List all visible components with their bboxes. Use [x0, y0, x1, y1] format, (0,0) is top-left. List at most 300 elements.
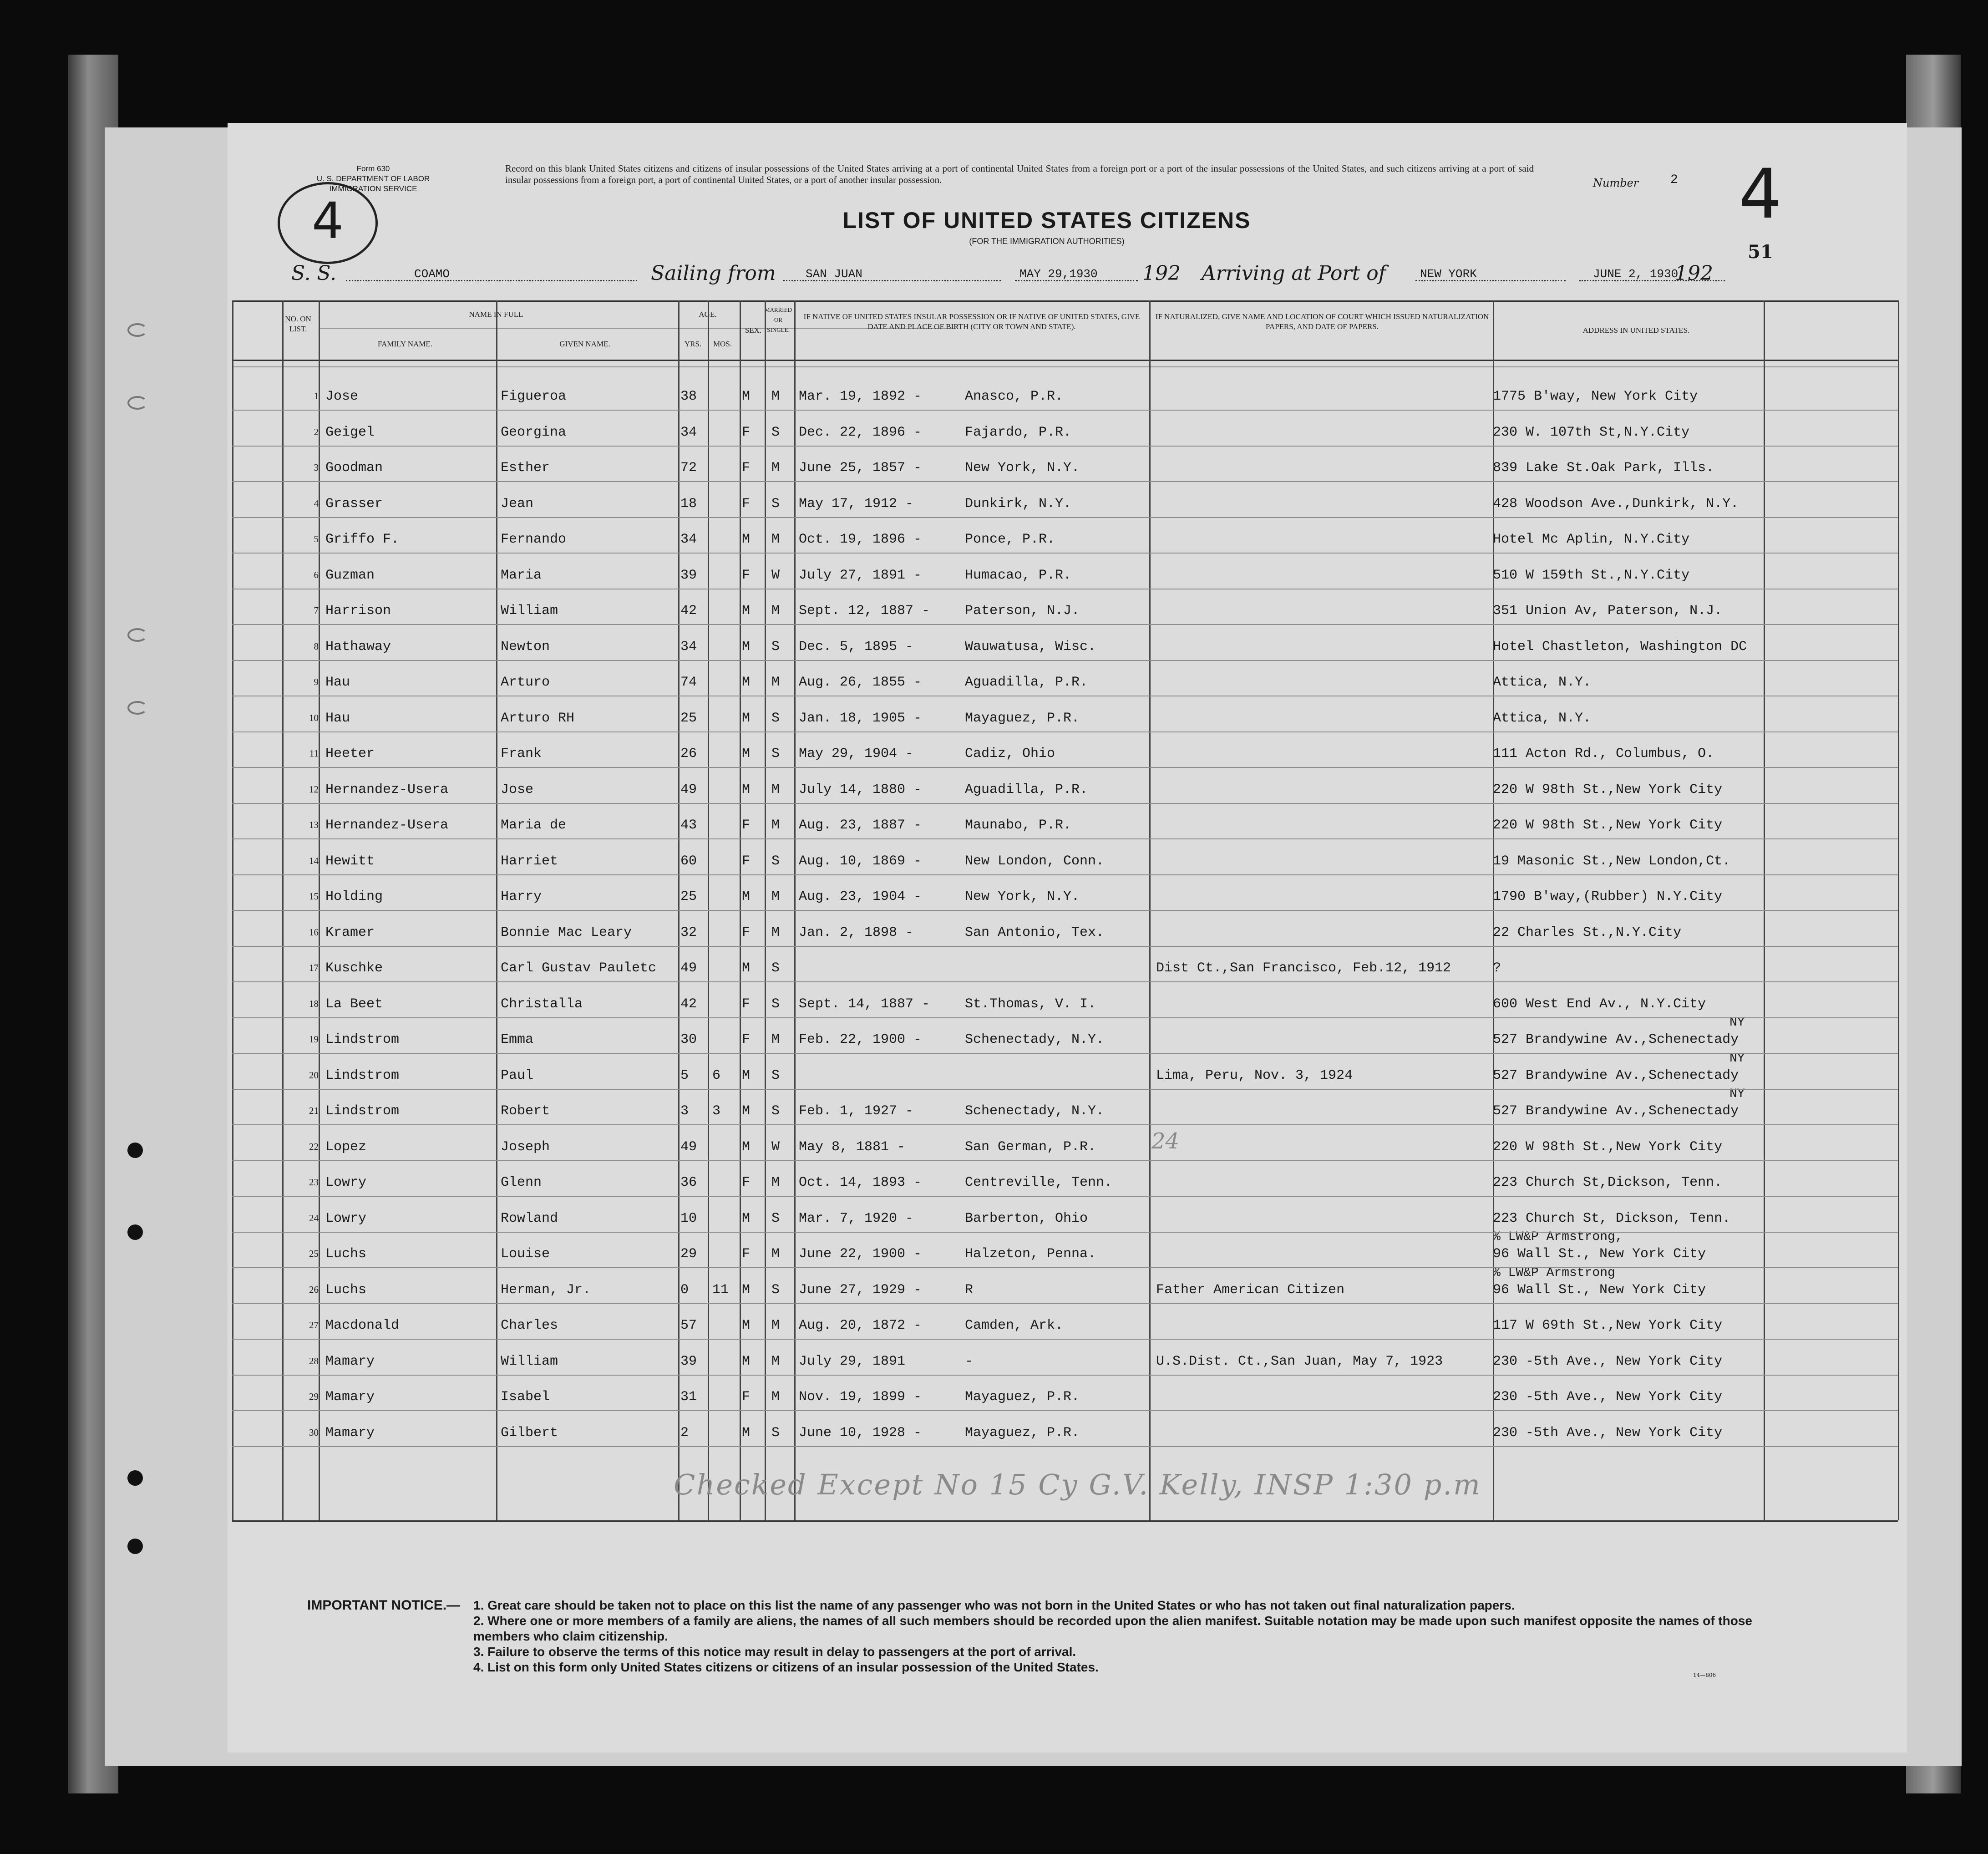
cell-sex: M [742, 603, 751, 619]
cell-addr: 428 Woodson Ave.,Dunkirk, N.Y. [1493, 496, 1739, 512]
cell-sex: F [742, 460, 751, 476]
cell-addr-top: NY [1729, 1016, 1745, 1030]
cell-family: Holding [325, 889, 383, 904]
cell-family: Kramer [325, 924, 375, 940]
cell-place: Fajardo, P.R. [965, 424, 1072, 440]
row-rule [232, 1446, 1898, 1447]
cell-no: 6 [314, 569, 319, 580]
cell-date: Aug. 10, 1869 - [799, 853, 922, 869]
cell-place: Cadiz, Ohio [965, 746, 1055, 762]
cell-given: Jean [501, 496, 534, 512]
cell-family: Hernandez-Usera [325, 818, 449, 833]
header-age: AGE. [699, 310, 717, 319]
row-rule [232, 1339, 1898, 1340]
cell-date: Mar. 7, 1920 - [799, 1210, 914, 1226]
cell-place: Centreville, Tenn. [965, 1175, 1113, 1190]
cell-date: Jan. 18, 1905 - [799, 710, 922, 726]
passenger-row [232, 1265, 1898, 1311]
cell-sex: F [742, 853, 751, 869]
cell-ms: M [771, 1175, 780, 1190]
passenger-row [232, 704, 1898, 740]
cell-addr: 22 Charles St.,N.Y.City [1493, 924, 1682, 940]
cell-addr: 220 W 98th St.,New York City [1493, 782, 1723, 797]
cell-addr: 117 W 69th St.,New York City [1493, 1318, 1723, 1333]
year-label-2: 192 [1675, 262, 1713, 285]
cell-given: Jose [501, 782, 534, 797]
cell-yrs: 43 [680, 818, 697, 833]
cell-family: Lopez [325, 1139, 367, 1155]
row-rule [232, 1410, 1898, 1411]
handwritten-mark: 4 [1739, 155, 1782, 234]
cell-yrs: 49 [680, 1139, 697, 1155]
cell-ms: M [771, 389, 780, 404]
cell-yrs: 49 [680, 960, 697, 976]
row-rule [232, 410, 1898, 411]
row-rule [232, 1160, 1898, 1161]
cell-given: Arturo [501, 675, 550, 690]
cell-date: Oct. 14, 1893 - [799, 1175, 922, 1190]
cell-nat: Lima, Peru, Nov. 3, 1924 [1156, 1067, 1353, 1083]
row-rule [232, 1124, 1898, 1125]
cell-place: R [965, 1282, 974, 1298]
cell-ms: S [771, 424, 780, 440]
cell-date: Sept. 14, 1887 - [799, 996, 930, 1012]
row-rule [232, 1089, 1898, 1090]
cell-yrs: 60 [680, 853, 697, 869]
binder-holes [123, 291, 168, 1657]
cell-date: June 27, 1929 - [799, 1282, 922, 1298]
cell-ms: S [771, 960, 780, 976]
row-rule [232, 1196, 1898, 1197]
cell-no: 10 [309, 712, 319, 723]
cell-given: Emma [501, 1032, 534, 1047]
cell-ms: M [771, 1318, 780, 1333]
cell-sex: M [742, 1210, 751, 1226]
passenger-row [232, 776, 1898, 811]
cell-sex: M [742, 1103, 751, 1119]
header-birth: IF NATIVE OF UNITED STATES INSULAR POSSESSION OR IF NATIVE OF UNITED STATES, GIVE DATE AND PLACE OF BIRTH (CITY OR TOWN AND STATE). [803, 312, 1140, 331]
cell-yrs: 0 [680, 1282, 689, 1298]
cell-date: Sept. 12, 1887 - [799, 603, 930, 619]
header-married-single: MARRIED OR SINGLE. [765, 306, 792, 333]
cell-date: Aug. 23, 1887 - [799, 818, 922, 833]
cell-no: 30 [309, 1427, 319, 1438]
cell-no: 11 [309, 748, 319, 759]
cell-place: Schenectady, N.Y. [965, 1032, 1105, 1047]
cell-addr: 220 W 98th St.,New York City [1493, 1139, 1723, 1155]
cell-place: New York, N.Y. [965, 460, 1080, 476]
cell-no: 20 [309, 1069, 319, 1081]
cell-addr: 527 Brandywine Av.,Schenectady [1493, 1032, 1739, 1047]
cell-date: May 29, 1904 - [799, 746, 914, 762]
cell-given: Arturo RH [501, 710, 575, 726]
cell-place: Humacao, P.R. [965, 567, 1072, 583]
arriving-label: Arriving at Port of [1202, 262, 1386, 285]
cell-addr-top: % LW&P Armstrong, [1493, 1230, 1623, 1244]
cell-sex: M [742, 710, 751, 726]
cell-ms: M [771, 603, 780, 619]
row-rule [232, 553, 1898, 554]
cell-date: June 25, 1857 - [799, 460, 922, 476]
cell-sex: M [742, 1139, 751, 1155]
cell-no: 4 [314, 498, 319, 509]
cell-family: Goodman [325, 460, 383, 476]
inspector-note: Checked Except No 15 Cy G.V. Kelly, INSP 1:30 p.m [674, 1468, 1481, 1501]
cell-no: 25 [309, 1248, 319, 1259]
cell-given: Georgina [501, 424, 567, 440]
manifest-table [232, 300, 1898, 1520]
cell-ms: S [771, 710, 780, 726]
cell-addr: 600 West End Av., N.Y.City [1493, 996, 1706, 1012]
passenger-row [232, 883, 1898, 918]
notice-item: 1. Great care should be taken not to place on this list the name of any passenger who was not born in the United States or who has not taken out final naturalization papers. [473, 1598, 1515, 1612]
passenger-row [232, 1230, 1898, 1275]
cell-sex: F [742, 496, 751, 512]
cell-addr: 510 W 159th St.,N.Y.City [1493, 567, 1690, 583]
cell-addr: 111 Acton Rd., Columbus, O. [1493, 746, 1714, 762]
cell-ms: S [771, 996, 780, 1012]
cell-addr: 1790 B'way,(Rubber) N.Y.City [1493, 889, 1723, 904]
cell-no: 13 [309, 819, 319, 830]
cell-date: May 17, 1912 - [799, 496, 914, 512]
notice-item: 2. Where one or more members of a family are aliens, the names of all such members should be recorded upon the alien manifest. Suitable notation may be made upon such manifest opposite the names of those members who claim citizenship. [473, 1614, 1752, 1643]
cell-nat: Father American Citizen [1156, 1282, 1345, 1298]
row-rule [232, 660, 1898, 661]
cell-place: Wauwatusa, Wisc. [965, 639, 1096, 655]
cell-no: 18 [309, 998, 319, 1009]
cell-yrs: 34 [680, 639, 697, 655]
cell-place: Barberton, Ohio [965, 1210, 1088, 1226]
cell-no: 15 [309, 891, 319, 902]
cell-date: July 27, 1891 - [799, 567, 922, 583]
cell-family: Mamary [325, 1389, 375, 1405]
cell-given: Harriet [501, 853, 558, 869]
cell-family: Grasser [325, 496, 383, 512]
cell-given: Herman, Jr. [501, 1282, 591, 1298]
cell-family: Mamary [325, 1425, 375, 1441]
passenger-row [232, 919, 1898, 954]
number-label: Number [1593, 177, 1639, 189]
cell-sex: M [742, 889, 751, 904]
cell-sex: F [742, 924, 751, 940]
cell-yrs: 49 [680, 782, 697, 797]
passenger-row [232, 490, 1898, 525]
cell-yrs: 42 [680, 996, 697, 1012]
cell-family: Lindstrom [325, 1103, 400, 1119]
cell-place: Camden, Ark. [965, 1318, 1064, 1333]
header-yrs: YRS. [684, 340, 702, 348]
cell-sex: F [742, 1246, 751, 1262]
cell-ms: W [771, 567, 780, 583]
column-rule [1898, 300, 1899, 1520]
cell-date: Aug. 23, 1904 - [799, 889, 922, 904]
cell-family: Heeter [325, 746, 375, 762]
cell-ms: M [771, 1389, 780, 1405]
cell-no: 9 [314, 676, 319, 687]
cell-sex: M [742, 1067, 751, 1083]
cell-addr: 220 W 98th St.,New York City [1493, 818, 1723, 833]
cell-place: - [965, 1353, 974, 1369]
page-number: 51 [1748, 241, 1773, 263]
cell-no: 12 [309, 783, 319, 795]
cell-addr: 839 Lake St.Oak Park, Ills. [1493, 460, 1714, 476]
cell-no: 21 [309, 1105, 319, 1116]
cell-yrs: 34 [680, 532, 697, 547]
cell-addr: 230 W. 107th St,N.Y.City [1493, 424, 1690, 440]
cell-date: June 22, 1900 - [799, 1246, 922, 1262]
cell-given: Paul [501, 1067, 534, 1083]
cell-mos: 3 [712, 1103, 721, 1119]
cell-no: 23 [309, 1177, 319, 1188]
form-code: 14—806 [1693, 1672, 1716, 1678]
department: U. S. DEPARTMENT OF LABOR [316, 174, 430, 183]
row-rule [232, 446, 1898, 447]
cell-date: July 14, 1880 - [799, 782, 922, 797]
cell-given: Robert [501, 1103, 550, 1119]
cell-yrs: 34 [680, 424, 697, 440]
passenger-row [232, 1204, 1898, 1240]
cell-ms: S [771, 746, 780, 762]
cell-date: Aug. 26, 1855 - [799, 675, 922, 690]
cell-ms: M [771, 818, 780, 833]
cell-place: Mayaguez, P.R. [965, 1425, 1080, 1441]
cell-date: May 8, 1881 - [799, 1139, 906, 1155]
passenger-row [232, 668, 1898, 704]
header-name-in-full: NAME IN FULL [469, 310, 523, 319]
cell-addr: 96 Wall St., New York City [1493, 1246, 1706, 1262]
cell-given: Louise [501, 1246, 550, 1262]
cell-family: Griffo F. [325, 532, 400, 547]
cell-date: Nov. 19, 1899 - [799, 1389, 922, 1405]
cell-yrs: 25 [680, 710, 697, 726]
passenger-row [232, 1347, 1898, 1383]
ss-label: S. S. [291, 262, 337, 285]
cell-place: San Antonio, Tex. [965, 924, 1105, 940]
cell-given: Carl Gustav Pauletc [501, 960, 657, 976]
cell-family: Harrison [325, 603, 391, 619]
cell-family: Luchs [325, 1246, 367, 1262]
cell-family: Lindstrom [325, 1032, 400, 1047]
cell-no: 3 [314, 462, 319, 473]
passenger-row [232, 525, 1898, 561]
port-from: SAN JUAN [806, 267, 862, 281]
cell-addr: Hotel Mc Aplin, N.Y.City [1493, 532, 1690, 547]
row-rule [232, 838, 1898, 839]
cell-family: Hewitt [325, 853, 375, 869]
cell-yrs: 39 [680, 1353, 697, 1369]
cell-place: San German, P.R. [965, 1139, 1096, 1155]
cell-yrs: 36 [680, 1175, 697, 1190]
row-rule [232, 874, 1898, 875]
row-rule [232, 481, 1898, 482]
cell-addr: Attica, N.Y. [1493, 675, 1592, 690]
cell-no: 22 [309, 1141, 319, 1152]
header-family-name: FAMILY NAME. [377, 340, 433, 348]
cell-given: Figueroa [501, 389, 567, 404]
voyage-line [291, 262, 1748, 289]
service: IMMIGRATION SERVICE [329, 184, 417, 193]
cell-sex: M [742, 746, 751, 762]
cell-ms: M [771, 675, 780, 690]
cell-no: 17 [309, 962, 319, 973]
cell-yrs: 25 [680, 889, 697, 904]
passenger-row [232, 418, 1898, 454]
cell-no: 26 [309, 1284, 319, 1295]
passenger-row [232, 1133, 1898, 1168]
cell-given: Fernando [501, 532, 567, 547]
cell-sex: M [742, 1318, 751, 1333]
cell-family: Hau [325, 710, 350, 726]
cell-addr: Attica, N.Y. [1493, 710, 1592, 726]
cell-addr: ? [1493, 960, 1501, 976]
cell-given: Bonnie Mac Leary [501, 924, 632, 940]
cell-ms: M [771, 1246, 780, 1262]
form-number: Form 630 [356, 164, 390, 173]
cell-place: Anasco, P.R. [965, 389, 1064, 404]
cell-given: Charles [501, 1318, 558, 1333]
cell-family: Hau [325, 675, 350, 690]
cell-place: Ponce, P.R. [965, 532, 1055, 547]
row-rule [232, 1303, 1898, 1304]
port-to: NEW YORK [1420, 267, 1477, 281]
row-rule [232, 624, 1898, 625]
cell-place: Mayaguez, P.R. [965, 1389, 1080, 1405]
cell-ms: M [771, 924, 780, 940]
cell-sex: F [742, 424, 751, 440]
cell-ms: M [771, 1353, 780, 1369]
cell-no: 19 [309, 1034, 319, 1045]
cell-date: Feb. 1, 1927 - [799, 1103, 914, 1119]
cell-addr: 527 Brandywine Av.,Schenectady [1493, 1067, 1739, 1083]
row-rule [232, 767, 1898, 768]
table-bottom-rule [232, 1520, 1898, 1522]
header-sex: SEX. [745, 326, 762, 335]
passenger-row [232, 954, 1898, 990]
cell-ms: M [771, 1032, 780, 1047]
cell-given: Frank [501, 746, 542, 762]
cell-sex: F [742, 1389, 751, 1405]
cell-yrs: 10 [680, 1210, 697, 1226]
cell-no: 7 [314, 605, 319, 616]
row-rule [232, 1017, 1898, 1018]
cell-family: Guzman [325, 567, 375, 583]
cell-ms: S [771, 639, 780, 655]
row-rule [232, 946, 1898, 947]
ship-name: COAMO [414, 267, 450, 281]
passenger-row [232, 1016, 1898, 1061]
cell-ms: S [771, 1210, 780, 1226]
cell-family: Macdonald [325, 1318, 400, 1333]
cell-given: William [501, 603, 558, 619]
cell-addr: 96 Wall St., New York City [1493, 1282, 1706, 1298]
cell-date: Dec. 22, 1896 - [799, 424, 922, 440]
cell-family: Mamary [325, 1353, 375, 1369]
cell-date: Oct. 19, 1896 - [799, 532, 922, 547]
cell-given: Isabel [501, 1389, 550, 1405]
header-address: ADDRESS IN UNITED STATES. [1582, 326, 1690, 335]
cell-date: Feb. 22, 1900 - [799, 1032, 922, 1047]
cell-given: Newton [501, 639, 550, 655]
cell-no: 27 [309, 1320, 319, 1331]
notice-title: IMPORTANT NOTICE.— [307, 1598, 461, 1613]
cell-addr-top: NY [1729, 1051, 1745, 1066]
passenger-row [232, 1419, 1898, 1454]
cell-family: Luchs [325, 1282, 367, 1298]
cell-given: Harry [501, 889, 542, 904]
cell-family: Lowry [325, 1210, 367, 1226]
cell-place: Aguadilla, P.R. [965, 782, 1088, 797]
passenger-row [232, 847, 1898, 883]
passenger-row [232, 597, 1898, 632]
cell-no: 28 [309, 1355, 319, 1366]
cell-given: Rowland [501, 1210, 558, 1226]
annotation-24: 24 [1151, 1128, 1180, 1154]
cell-given: Maria [501, 567, 542, 583]
cell-ms: S [771, 496, 780, 512]
header-no: NO. ON LIST. [285, 315, 311, 333]
number-value: 2 [1670, 173, 1678, 187]
cell-given: Gilbert [501, 1425, 558, 1441]
cell-ms: S [771, 1282, 780, 1298]
cell-addr: 1775 B'way, New York City [1493, 389, 1698, 404]
page-title: LIST OF UNITED STATES CITIZENS [842, 208, 1251, 233]
cell-no: 8 [314, 640, 319, 652]
cell-addr: 19 Masonic St.,New London,Ct. [1493, 853, 1731, 869]
cell-no: 5 [314, 533, 319, 544]
cell-ms: S [771, 853, 780, 869]
cell-yrs: 30 [680, 1032, 697, 1047]
cell-family: Kuschke [325, 960, 383, 976]
cell-place: St.Thomas, V. I. [965, 996, 1096, 1012]
date-to: JUNE 2, 1930 [1593, 267, 1679, 281]
passenger-row [232, 1383, 1898, 1418]
passenger-row [232, 454, 1898, 489]
cell-place: Halzeton, Penna. [965, 1246, 1096, 1262]
cell-sex: M [742, 960, 751, 976]
cell-yrs: 32 [680, 924, 697, 940]
cell-place: Maunabo, P.R. [965, 818, 1072, 833]
cell-ms: W [771, 1139, 780, 1155]
cell-given: Maria de [501, 818, 567, 833]
cell-yrs: 5 [680, 1067, 689, 1083]
cell-given: Joseph [501, 1139, 550, 1155]
cell-given: William [501, 1353, 558, 1369]
cell-sex: M [742, 389, 751, 404]
cell-addr: Hotel Chastleton, Washington DC [1493, 639, 1747, 655]
cell-ms: S [771, 1425, 780, 1441]
cell-no: 16 [309, 926, 319, 938]
cell-place: Aguadilla, P.R. [965, 675, 1088, 690]
cell-place: Paterson, N.J. [965, 603, 1080, 619]
passenger-row [232, 990, 1898, 1026]
cell-yrs: 31 [680, 1389, 697, 1405]
row-rule [232, 731, 1898, 732]
cell-yrs: 38 [680, 389, 697, 404]
cell-yrs: 74 [680, 675, 697, 690]
cell-place: Dunkirk, N.Y. [965, 496, 1072, 512]
cell-addr: 223 Church St, Dickson, Tenn. [1493, 1210, 1731, 1226]
cell-yrs: 42 [680, 603, 697, 619]
cell-date: June 10, 1928 - [799, 1425, 922, 1441]
cell-yrs: 18 [680, 496, 697, 512]
cell-date: Mar. 19, 1892 - [799, 389, 922, 404]
cell-addr: 230 -5th Ave., New York City [1493, 1353, 1723, 1369]
header-mos: MOS. [713, 340, 732, 348]
row-rule [232, 803, 1898, 804]
cell-place: New York, N.Y. [965, 889, 1080, 904]
header-given-name: GIVEN NAME. [559, 340, 610, 348]
cell-mos: 11 [712, 1282, 729, 1298]
